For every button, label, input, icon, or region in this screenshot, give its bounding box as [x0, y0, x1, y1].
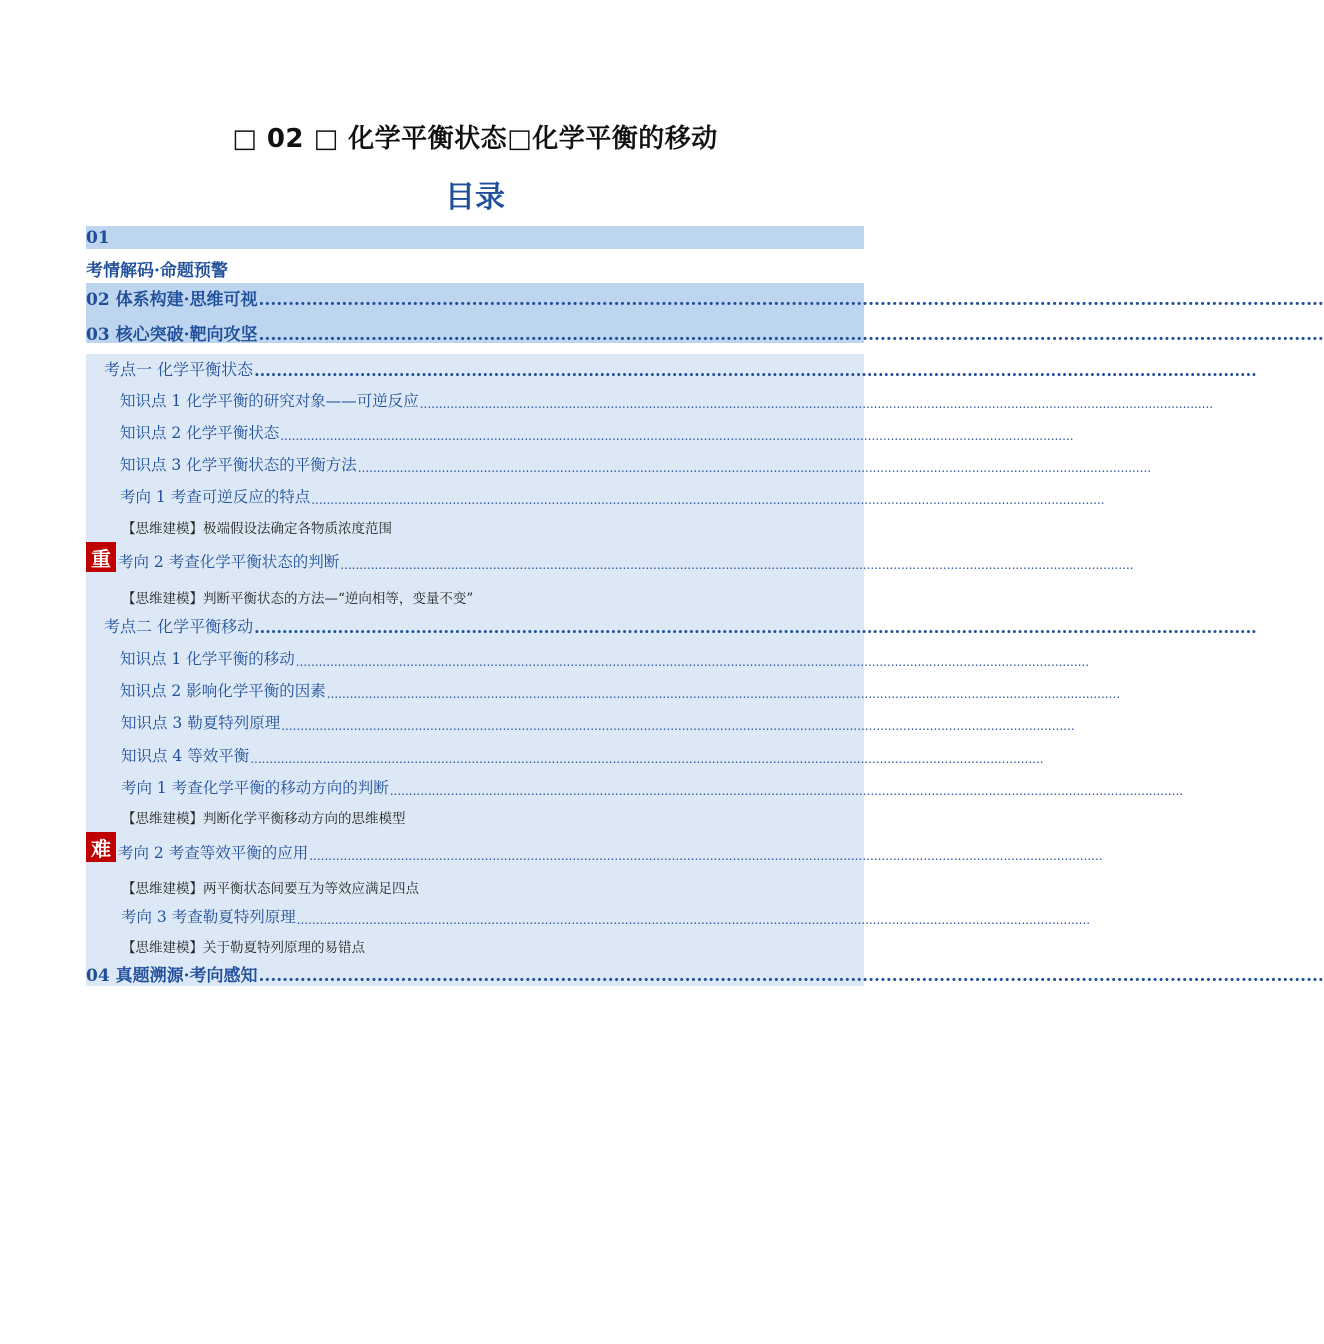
- toc-kd2-model-2[interactable]: 【思维建模】两平衡状态间要互为等效应满足四点: [122, 881, 419, 897]
- toc-item-03[interactable]: 03 核心突破·靶向攻坚 ....................................................................................................................................................................................: [86, 325, 1324, 345]
- leader-dots: ................................................................................................................................................................................................................: [309, 849, 1103, 863]
- toc-kd1-kaoxiang-2[interactable]: 考向 2 考查化学平衡状态的判断 ................................................................................................................................................................................................................: [118, 553, 1134, 572]
- leader-dots: ................................................................................................................................................................................................................: [340, 558, 1134, 572]
- leader-dots: ................................................................................................................................................................................................................: [357, 461, 1152, 475]
- toc-kd1-knowledge-3[interactable]: 知识点 3 化学平衡状态的平衡方法 ................................................................................................................................................................................................................: [120, 456, 1152, 475]
- leader-dots: ....................................................................................................................................................................................: [258, 966, 1324, 986]
- leader-dots: ................................................................................................................................................................................................................: [296, 913, 1091, 927]
- toc-kd2-kaoxiang-1[interactable]: 考向 1 考查化学平衡的移动方向的判断 ................................................................................................................................................................................................................: [121, 779, 1184, 798]
- toc-kd2-knowledge-4[interactable]: 知识点 4 等效平衡 ................................................................................................................................................................................................................: [121, 747, 1044, 766]
- toc-kaodian-1[interactable]: 考点一 化学平衡状态 ....................................................................................................................................................................................: [104, 360, 1257, 380]
- toc-kd2-model-3[interactable]: 【思维建模】关于勒夏特列原理的易错点: [122, 940, 365, 956]
- leader-dots: ................................................................................................................................................................................................................: [280, 429, 1074, 443]
- leader-dots: ................................................................................................................................................................................................................: [419, 397, 1214, 411]
- leader-dots: ................................................................................................................................................................................................................: [281, 719, 1075, 733]
- toc-item-02[interactable]: 02 体系构建·思维可视 ....................................................................................................................................................................................: [86, 290, 1324, 310]
- toc-item-04[interactable]: 04 真题溯源·考向感知 ....................................................................................................................................................................................: [86, 966, 1324, 986]
- toc-item-01-label[interactable]: 考情解码·命题预警: [86, 261, 228, 281]
- toc-kd2-knowledge-3[interactable]: 知识点 3 勒夏特列原理 ................................................................................................................................................................................................................: [121, 714, 1075, 733]
- toc-kd1-knowledge-1[interactable]: 知识点 1 化学平衡的研究对象——可逆反应 ................................................................................................................................................................................................................: [120, 392, 1214, 411]
- leader-dots: ....................................................................................................................................................................................: [254, 618, 1257, 637]
- toc-kd2-kaoxiang-2[interactable]: 考向 2 考查等效平衡的应用 ................................................................................................................................................................................................................: [118, 844, 1103, 863]
- difficult-point-badge: 难: [86, 832, 116, 862]
- key-point-badge: 重: [86, 542, 116, 572]
- leader-dots: ................................................................................................................................................................................................................: [250, 752, 1044, 766]
- toc-kd2-model-1[interactable]: 【思维建模】判断化学平衡移动方向的思维模型: [122, 811, 406, 827]
- leader-dots: ................................................................................................................................................................................................................: [311, 493, 1105, 507]
- toc-kd2-knowledge-2[interactable]: 知识点 2 影响化学平衡的因素 ................................................................................................................................................................................................................: [120, 682, 1121, 701]
- document-title: □ 02 □ 化学平衡状态□化学平衡的移动: [232, 124, 718, 154]
- toc-kaodian-2[interactable]: 考点二 化学平衡移动 ....................................................................................................................................................................................: [104, 617, 1257, 637]
- toc-kd1-knowledge-2[interactable]: 知识点 2 化学平衡状态 ................................................................................................................................................................................................................: [120, 424, 1074, 443]
- toc-heading: 目录: [445, 180, 505, 215]
- leader-dots: ................................................................................................................................................................................................................: [326, 687, 1121, 701]
- leader-dots: ................................................................................................................................................................................................................: [389, 784, 1184, 798]
- toc-kd1-model-2[interactable]: 【思维建模】判断平衡状态的方法—“逆向相等，变量不变”: [122, 591, 474, 607]
- toc-kd1-kaoxiang-1[interactable]: 考向 1 考查可逆反应的特点 ................................................................................................................................................................................................................: [120, 488, 1105, 507]
- leader-dots: ................................................................................................................................................................................................................: [295, 655, 1090, 669]
- toc-kd1-model-1[interactable]: 【思维建模】极端假设法确定各物质浓度范围: [122, 521, 392, 537]
- toc-kd2-kaoxiang-3[interactable]: 考向 3 考查勒夏特列原理 ................................................................................................................................................................................................................: [121, 908, 1091, 927]
- toc-kd2-knowledge-1[interactable]: 知识点 1 化学平衡的移动 ................................................................................................................................................................................................................: [120, 650, 1090, 669]
- leader-dots: ....................................................................................................................................................................................: [254, 361, 1257, 380]
- leader-dots: ....................................................................................................................................................................................: [258, 290, 1324, 310]
- leader-dots: ....................................................................................................................................................................................: [258, 325, 1324, 345]
- toc-item-01-num[interactable]: 01: [86, 228, 110, 248]
